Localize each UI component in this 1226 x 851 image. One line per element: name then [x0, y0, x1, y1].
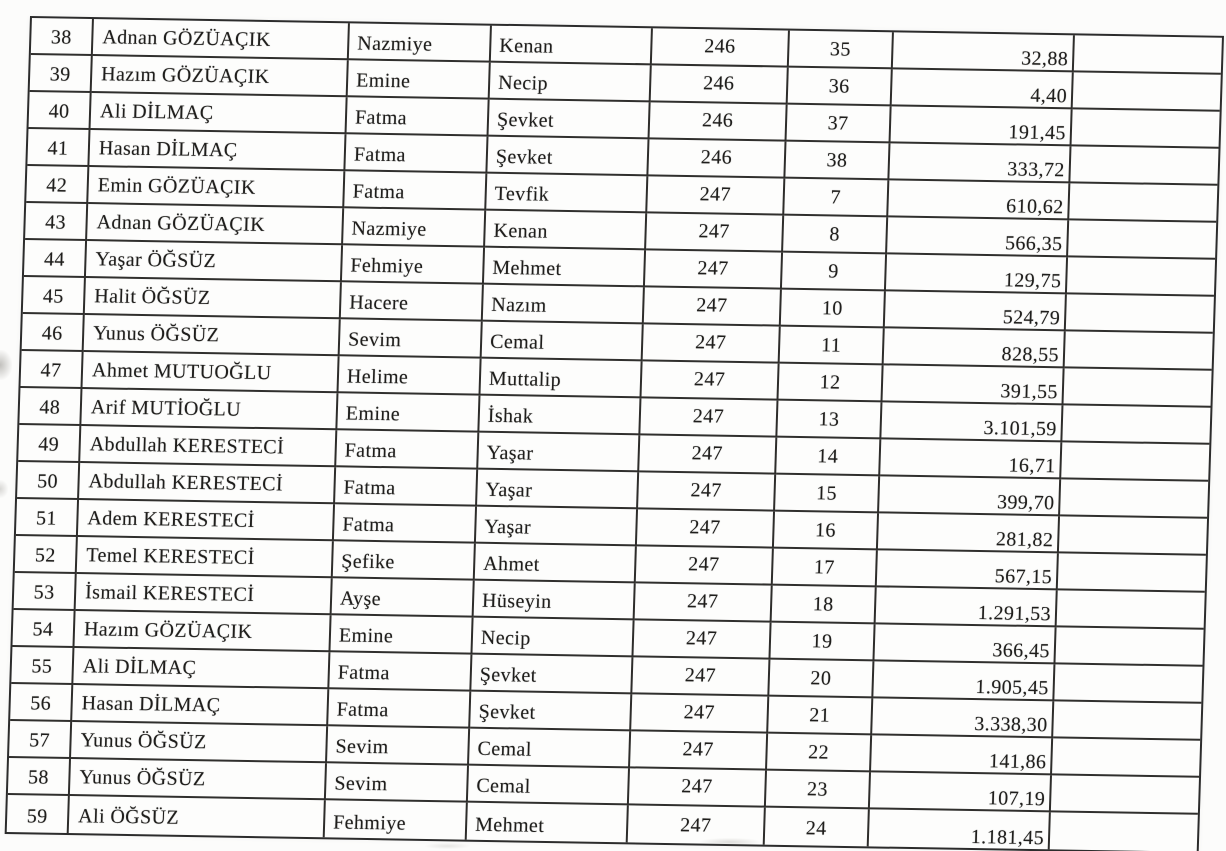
parcel-number-cell: 21 — [768, 697, 873, 736]
parcel-number-cell: 20 — [769, 660, 874, 699]
empty-cell — [1052, 738, 1200, 777]
row-number-cell: 41 — [27, 129, 90, 167]
empty-cell — [1063, 368, 1211, 407]
area-amount-cell: 141,86 — [871, 735, 1053, 775]
empty-cell — [1068, 220, 1216, 259]
parcel-number-cell: 35 — [789, 31, 894, 70]
row-number-cell: 50 — [17, 462, 80, 500]
mother-name-cell: Sevim — [327, 726, 470, 765]
block-number-cell: 247 — [646, 213, 784, 252]
owner-name-cell: Abdullah KERESTECİ — [79, 463, 336, 504]
owner-name-cell: Ali DİLMAÇ — [73, 648, 330, 689]
mother-name-cell: Fatma — [335, 467, 478, 506]
area-amount-cell: 828,55 — [884, 328, 1066, 368]
row-number-cell: 56 — [10, 684, 73, 722]
father-name-cell: Mehmet — [467, 803, 629, 843]
empty-cell — [1065, 331, 1213, 370]
parcel-number-cell: 14 — [776, 438, 881, 477]
parcel-number-cell: 16 — [774, 512, 879, 551]
area-amount-cell: 129,75 — [886, 254, 1068, 294]
father-name-cell: Nazım — [483, 285, 645, 325]
row-number-cell: 47 — [20, 351, 83, 389]
father-name-cell: Mehmet — [484, 248, 646, 288]
empty-cell — [1067, 257, 1215, 296]
father-name-cell: Yaşar — [478, 433, 640, 473]
owner-name-cell: Emin GÖZÜAÇIK — [88, 167, 345, 208]
mother-name-cell: Fatma — [334, 504, 477, 543]
mother-name-cell: Sevim — [326, 763, 469, 802]
parcel-number-cell: 19 — [770, 623, 875, 662]
mother-name-cell: Ayşe — [332, 578, 475, 617]
parcel-number-cell: 7 — [784, 179, 889, 218]
block-number-cell: 247 — [631, 694, 769, 733]
father-name-cell: Hüseyin — [474, 581, 636, 621]
mother-name-cell: Fatma — [328, 689, 471, 728]
parcel-number-cell: 18 — [772, 586, 877, 625]
father-name-cell: Necip — [490, 63, 652, 103]
area-amount-cell: 566,35 — [887, 217, 1069, 257]
father-name-cell: Cemal — [468, 766, 630, 806]
mother-name-cell: Fehmiye — [325, 800, 468, 839]
block-number-cell: 246 — [652, 28, 790, 67]
parcel-number-cell: 13 — [777, 401, 882, 440]
parcel-number-cell: 15 — [775, 475, 880, 514]
block-number-cell: 246 — [648, 139, 786, 178]
block-number-cell: 247 — [639, 435, 777, 474]
owner-name-cell: Hazım GÖZÜAÇIK — [92, 56, 349, 97]
owner-name-cell: Abdullah KERESTECİ — [80, 426, 337, 467]
mother-name-cell: Hacere — [341, 282, 484, 321]
father-name-cell: İshak — [479, 396, 641, 436]
area-amount-cell: 4,40 — [892, 69, 1074, 109]
area-amount-cell: 1.905,45 — [873, 661, 1055, 701]
empty-cell — [1058, 553, 1206, 592]
row-number-cell: 42 — [26, 166, 89, 204]
empty-cell — [1061, 442, 1209, 481]
block-number-cell: 246 — [651, 65, 789, 104]
area-amount-cell: 3.101,59 — [881, 402, 1063, 442]
owner-name-cell: Hasan DİLMAÇ — [89, 130, 346, 171]
mother-name-cell: Emine — [337, 393, 480, 432]
father-name-cell: Yaşar — [476, 507, 638, 547]
block-number-cell: 247 — [630, 731, 768, 770]
row-number-cell: 38 — [31, 18, 94, 56]
father-name-cell: Ahmet — [475, 544, 637, 584]
area-amount-cell: 107,19 — [870, 772, 1052, 812]
mother-name-cell: Şefike — [333, 541, 476, 580]
father-name-cell: Necip — [472, 618, 634, 658]
empty-cell — [1066, 294, 1214, 333]
area-amount-cell: 333,72 — [889, 143, 1071, 183]
area-amount-cell: 391,55 — [882, 365, 1064, 405]
parcel-number-cell: 38 — [785, 142, 890, 181]
owner-name-cell: Ali DİLMAÇ — [90, 93, 347, 134]
scan-artifact — [425, 843, 470, 849]
empty-cell — [1054, 664, 1202, 703]
empty-cell — [1051, 775, 1199, 814]
row-number-cell: 46 — [22, 314, 85, 352]
row-number-cell: 44 — [24, 240, 87, 278]
empty-cell — [1053, 701, 1201, 740]
owner-name-cell: Adnan GÖZÜAÇIK — [87, 204, 344, 245]
area-amount-cell: 191,45 — [890, 106, 1072, 146]
area-amount-cell: 610,62 — [888, 180, 1070, 220]
row-number-cell: 48 — [19, 388, 82, 426]
empty-cell — [1069, 183, 1217, 222]
father-name-cell: Tevfik — [486, 174, 648, 214]
area-amount-cell: 281,82 — [878, 513, 1060, 553]
records-table — [5, 16, 1224, 851]
block-number-cell: 247 — [641, 361, 779, 400]
mother-name-cell: Emine — [330, 615, 473, 654]
row-number-cell: 57 — [9, 721, 72, 759]
block-number-cell: 247 — [632, 657, 770, 696]
empty-cell — [1071, 109, 1219, 148]
father-name-cell: Şevket — [488, 100, 650, 140]
row-number-cell: 45 — [23, 277, 86, 315]
block-number-cell: 247 — [629, 768, 767, 807]
father-name-cell: Şevket — [470, 692, 632, 732]
area-amount-cell: 1.291,53 — [876, 587, 1058, 627]
parcel-number-cell: 11 — [780, 327, 885, 366]
father-name-cell: Kenan — [485, 211, 647, 251]
row-number-cell: 49 — [18, 425, 81, 463]
owner-name-cell: Hazım GÖZÜAÇIK — [74, 611, 331, 652]
mother-name-cell: Fatma — [346, 97, 489, 136]
father-name-cell: Şevket — [471, 655, 633, 695]
row-number-cell: 40 — [28, 92, 91, 130]
parcel-number-cell: 9 — [782, 253, 887, 292]
parcel-number-cell: 12 — [778, 364, 883, 403]
owner-name-cell: Ahmet MUTUOĞLU — [82, 352, 339, 393]
empty-cell — [1062, 405, 1210, 444]
empty-cell — [1060, 479, 1208, 518]
block-number-cell: 247 — [643, 324, 781, 363]
owner-name-cell: Ali ÖĞSÜZ — [69, 796, 326, 837]
parcel-number-cell: 37 — [786, 105, 891, 144]
empty-cell — [1050, 812, 1198, 851]
father-name-cell: Yaşar — [477, 470, 639, 510]
mother-name-cell: Fatma — [345, 134, 488, 173]
block-number-cell: 247 — [647, 176, 785, 215]
block-number-cell: 246 — [649, 102, 787, 141]
owner-name-cell: Temel KERESTECİ — [77, 537, 334, 578]
parcel-number-cell: 23 — [766, 771, 871, 810]
row-number-cell: 55 — [11, 647, 74, 685]
owner-name-cell: Yunus ÖĞSÜZ — [70, 759, 327, 800]
row-number-cell: 53 — [14, 573, 77, 611]
father-name-cell: Kenan — [491, 26, 653, 66]
owner-name-cell: Adnan GÖZÜAÇIK — [93, 19, 350, 60]
area-amount-cell: 366,45 — [874, 624, 1056, 664]
owner-name-cell: İsmail KERESTECİ — [76, 574, 333, 615]
mother-name-cell: Fatma — [336, 430, 479, 469]
empty-cell — [1073, 72, 1221, 111]
area-amount-cell: 16,71 — [880, 439, 1062, 479]
mother-name-cell: Helime — [338, 356, 481, 395]
mother-name-cell: Sevim — [340, 319, 483, 358]
owner-name-cell: Adem KERESTECİ — [78, 500, 335, 541]
mother-name-cell: Emine — [348, 60, 491, 99]
scan-artifact — [0, 480, 8, 498]
father-name-cell: Şevket — [487, 137, 649, 177]
block-number-cell: 247 — [635, 583, 773, 622]
mother-name-cell: Fatma — [329, 652, 472, 691]
row-number-cell: 58 — [8, 758, 71, 796]
empty-cell — [1055, 627, 1203, 666]
block-number-cell: 247 — [628, 805, 766, 844]
area-amount-cell: 32,88 — [893, 32, 1075, 72]
scan-artifact — [0, 350, 12, 380]
empty-cell — [1074, 35, 1222, 74]
block-number-cell: 247 — [636, 546, 774, 585]
parcel-number-cell: 10 — [781, 290, 886, 329]
mother-name-cell: Nazmiye — [349, 23, 492, 62]
area-amount-cell: 399,70 — [879, 476, 1061, 516]
row-number-cell: 59 — [7, 795, 70, 833]
area-amount-cell: 524,79 — [885, 291, 1067, 331]
owner-name-cell: Hasan DİLMAÇ — [72, 685, 329, 726]
empty-cell — [1059, 516, 1207, 555]
mother-name-cell: Fehmiye — [342, 245, 485, 284]
owner-name-cell: Yunus ÖĞSÜZ — [71, 722, 328, 763]
owner-name-cell: Halit ÖĞSÜZ — [85, 278, 342, 319]
block-number-cell: 247 — [645, 250, 783, 289]
owner-name-cell: Yaşar ÖĞSÜZ — [86, 241, 343, 282]
block-number-cell: 247 — [633, 620, 771, 659]
parcel-number-cell: 24 — [765, 808, 870, 847]
block-number-cell: 247 — [638, 472, 776, 511]
parcel-number-cell: 8 — [783, 216, 888, 255]
owner-name-cell: Arif MUTİOĞLU — [81, 389, 338, 430]
block-number-cell: 247 — [640, 398, 778, 437]
father-name-cell: Cemal — [469, 729, 631, 769]
mother-name-cell: Nazmiye — [343, 208, 486, 247]
empty-cell — [1070, 146, 1218, 185]
owner-name-cell: Yunus ÖĞSÜZ — [84, 315, 341, 356]
parcel-number-cell: 36 — [788, 68, 893, 107]
area-amount-cell: 567,15 — [877, 550, 1059, 590]
parcel-number-cell: 17 — [773, 549, 878, 588]
father-name-cell: Muttalip — [480, 359, 642, 399]
area-amount-cell: 1.181,45 — [869, 809, 1051, 849]
row-number-cell: 54 — [12, 610, 75, 648]
block-number-cell: 247 — [637, 509, 775, 548]
parcel-number-cell: 22 — [767, 734, 872, 773]
father-name-cell: Cemal — [482, 322, 644, 362]
mother-name-cell: Fatma — [344, 171, 487, 210]
block-number-cell: 247 — [644, 287, 782, 326]
row-number-cell: 51 — [16, 499, 79, 537]
empty-cell — [1057, 590, 1205, 629]
row-number-cell: 39 — [30, 55, 93, 93]
row-number-cell: 43 — [25, 203, 88, 241]
area-amount-cell: 3.338,30 — [872, 698, 1054, 738]
row-number-cell: 52 — [15, 536, 78, 574]
